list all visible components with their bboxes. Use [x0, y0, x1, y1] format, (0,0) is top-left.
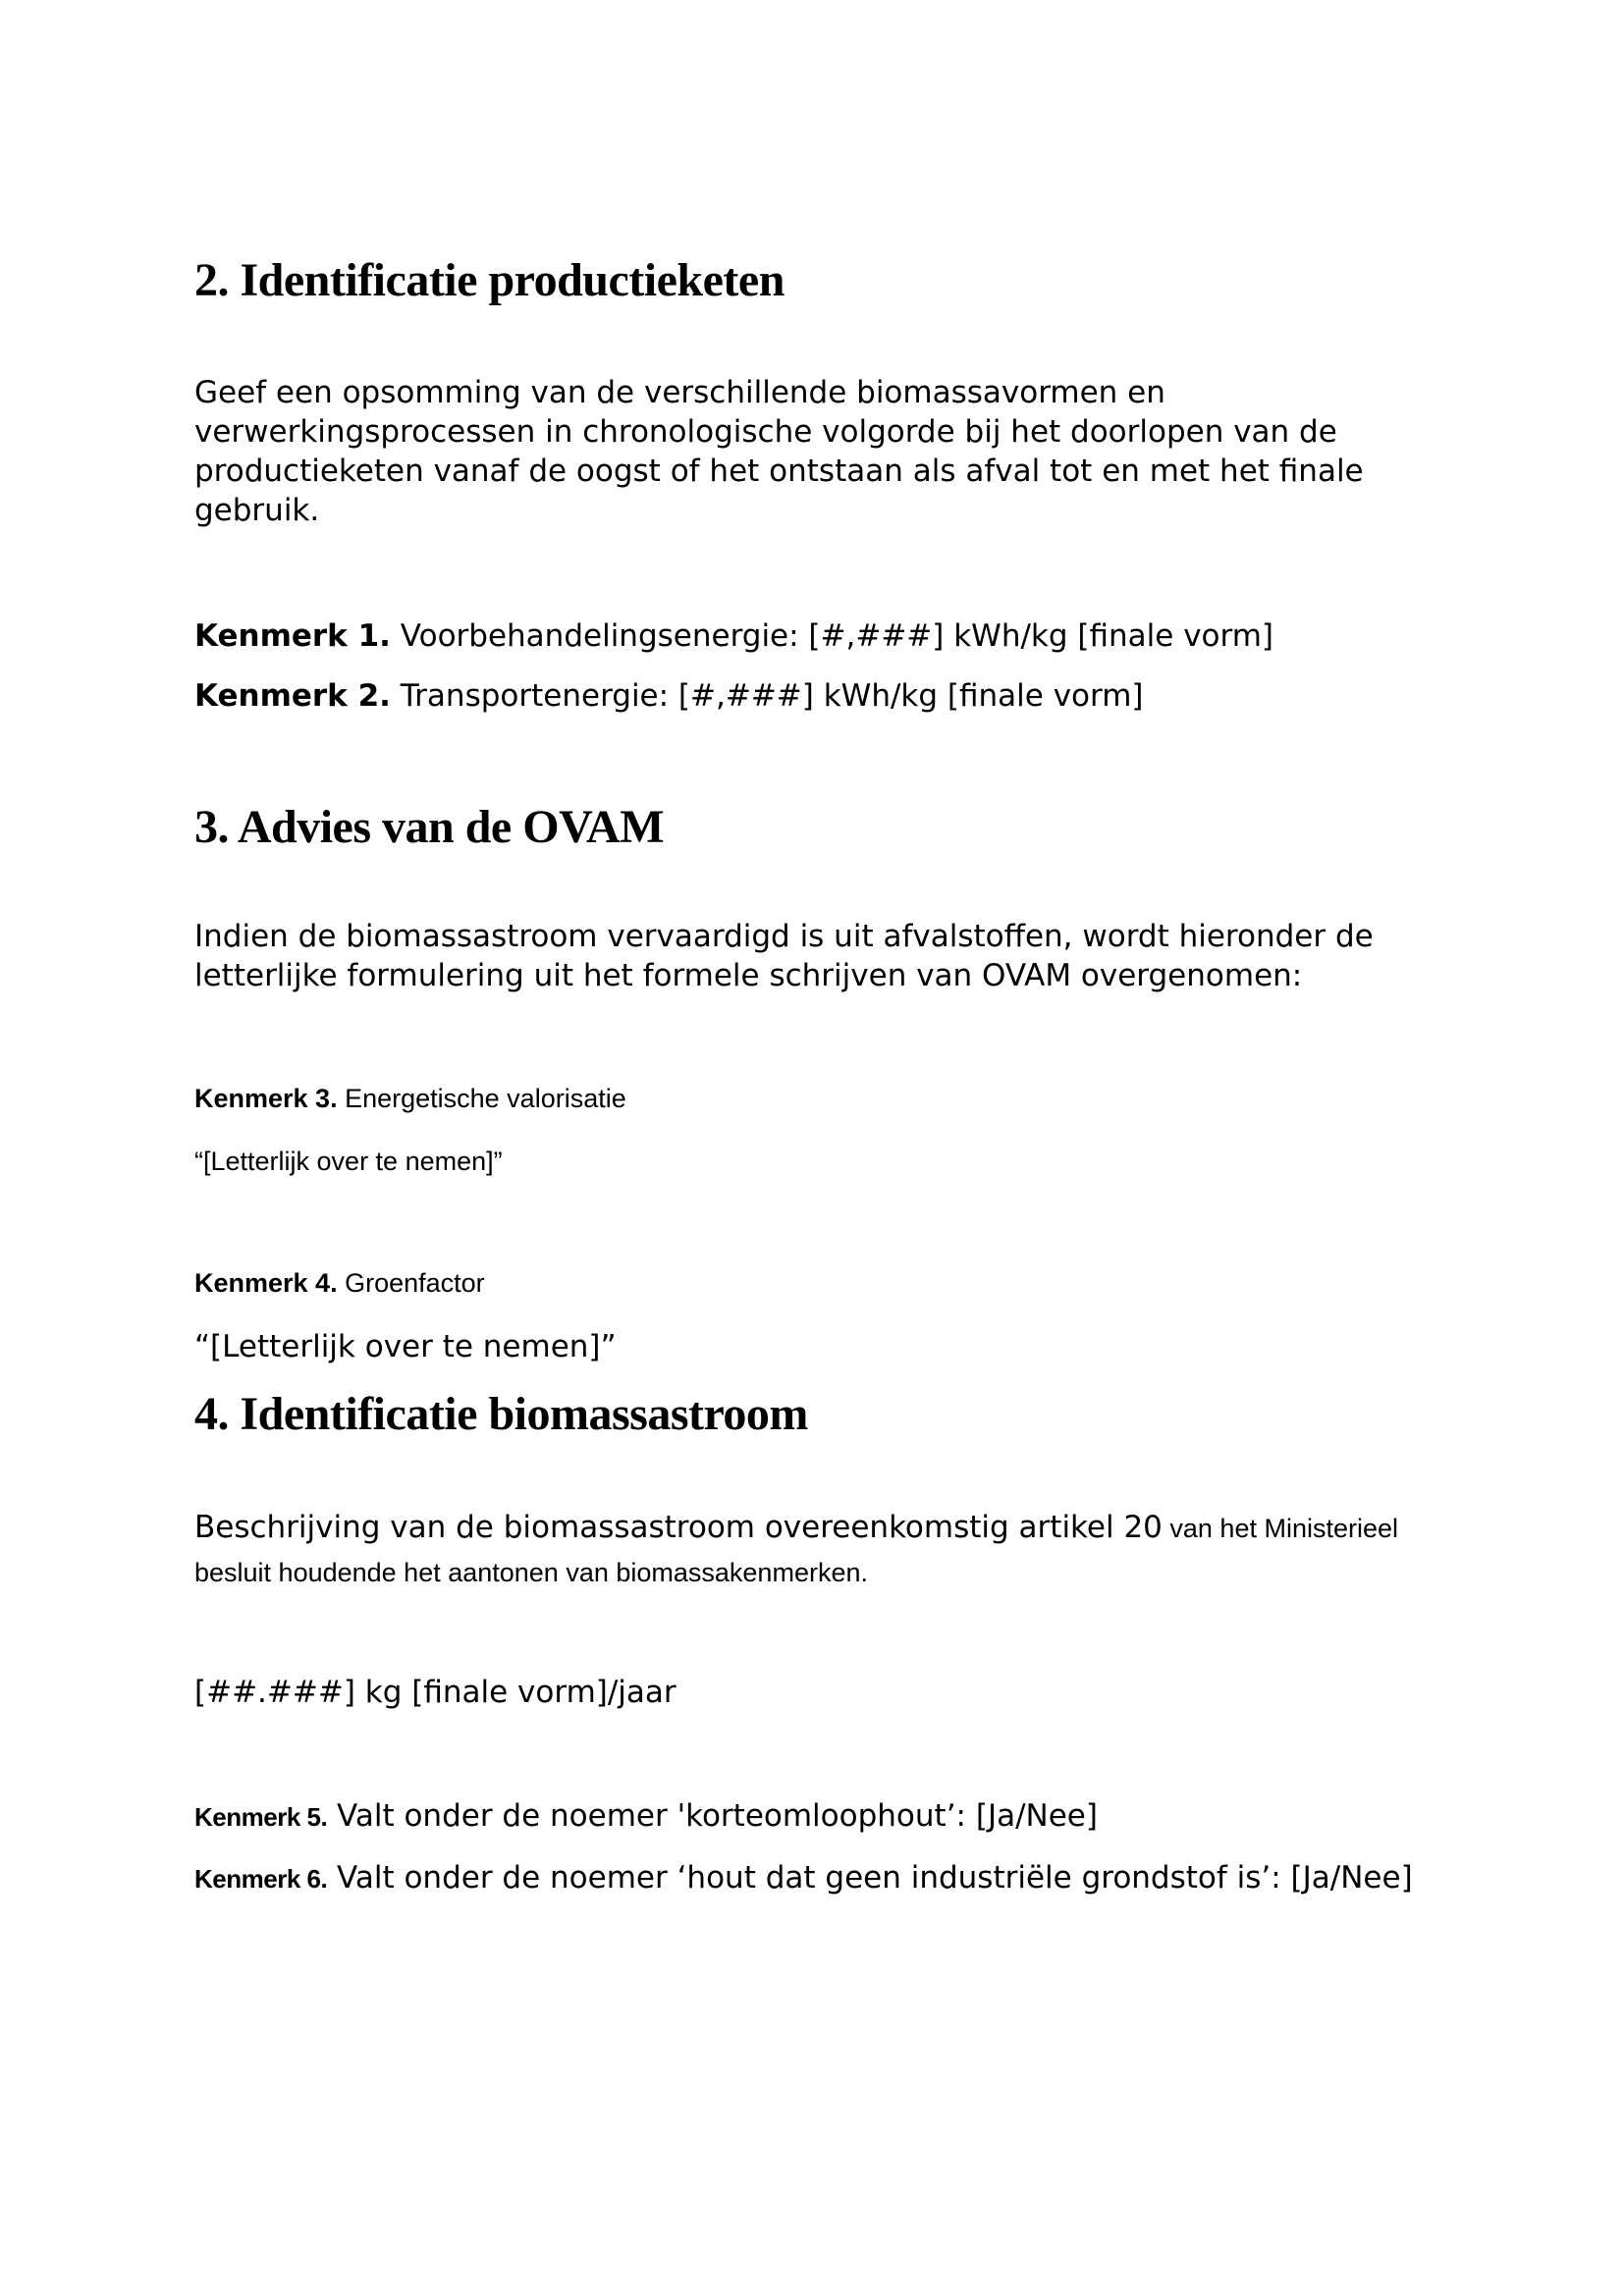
paragraph-line: letterlijke formulering uit het formele schrijven van OVAM overgenomen: [194, 958, 1303, 993]
kenmerk-label: Kenmerk 4. [194, 1268, 338, 1298]
section-2-heading: 2. Identificatie productieketen [194, 254, 785, 306]
paragraph-line: Geef een opsomming van de verschillende biomassavormen en [194, 375, 1165, 410]
section-2-paragraph [194, 373, 1364, 530]
kenmerk-label: Kenmerk 5. [194, 1802, 328, 1832]
paragraph-line: besluit houdende het aantonen van biomassakenmerken. [194, 1558, 868, 1587]
paragraph-line: gebruik. [194, 493, 320, 528]
kenmerk-text: Voorbehandelingsenergie: [#,###] kWh/kg [finale vorm] [390, 618, 1274, 654]
kenmerk-text: Valt onder de noemer ‘hout dat geen industriële grondstof is’: [Ja/Nee] [327, 1860, 1413, 1896]
kenmerk-4 [194, 1268, 485, 1299]
quantity-value: [##.###] kg [finale vorm]/jaar [194, 1675, 677, 1710]
paragraph-text: Beschrijving van de biomassastroom overeenkomstig artikel 20 [194, 1510, 1163, 1545]
kenmerk-3 [194, 1084, 626, 1114]
section-3-heading: 3. Advies van de OVAM [194, 801, 665, 853]
kenmerk-6 [194, 1860, 1413, 1896]
kenmerk-text: Transportenergie: [#,###] kWh/kg [finale vorm] [390, 678, 1144, 714]
kenmerk-label: Kenmerk 6. [194, 1864, 328, 1894]
section-4-heading: 4. Identificatie biomassastroom [194, 1388, 808, 1440]
kenmerk-label: Kenmerk 3. [194, 1084, 338, 1113]
paragraph-line: verwerkingsprocessen in chronologische volgorde bij het doorlopen van de [194, 414, 1337, 450]
paragraph-line: Indien de biomassastroom vervaardigd is uit afvalstoffen, wordt hieronder de [194, 919, 1374, 954]
kenmerk-1 [194, 618, 1273, 654]
kenmerk-text: Valt onder de noemer 'korteomloophout’: [Ja/Nee] [327, 1798, 1098, 1834]
kenmerk-5 [194, 1798, 1098, 1834]
kenmerk-text: Groenfactor [337, 1268, 485, 1298]
kenmerk-4-quote: “[Letterlijk over te nemen]” [194, 1329, 617, 1364]
kenmerk-2 [194, 678, 1144, 714]
kenmerk-label: Kenmerk 2. [194, 678, 391, 714]
kenmerk-text: Energetische valorisatie [337, 1084, 626, 1113]
kenmerk-label: Kenmerk 1. [194, 618, 391, 654]
paragraph-text: van het Ministerieel [1162, 1514, 1399, 1543]
paragraph-line: productieketen vanaf de oogst of het ontstaan als afval tot en met het finale [194, 454, 1364, 489]
section-4-paragraph [194, 1508, 1398, 1592]
section-3-paragraph [194, 917, 1374, 995]
kenmerk-3-quote: “[Letterlijk over te nemen]” [194, 1147, 503, 1176]
